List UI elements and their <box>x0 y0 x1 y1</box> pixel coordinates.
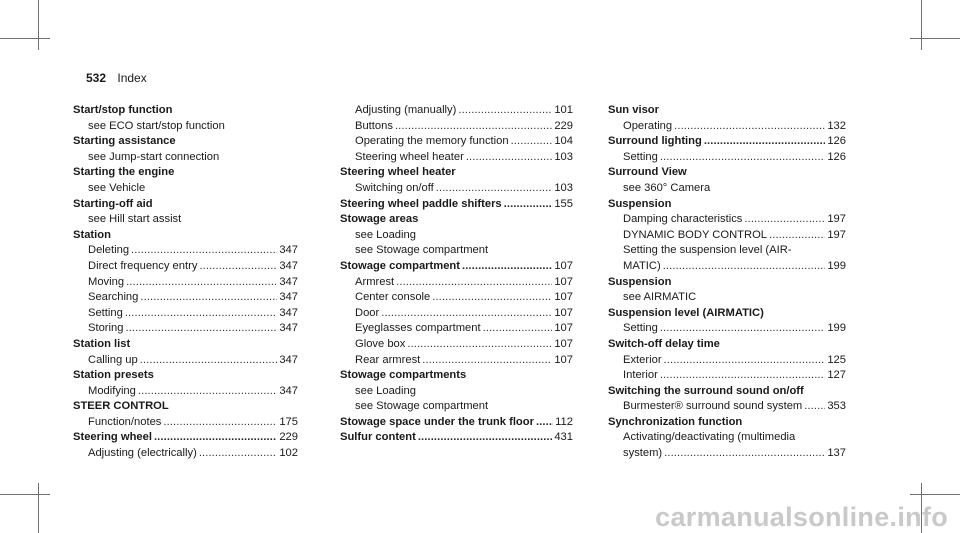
index-subentry-text: Interior <box>623 369 658 382</box>
index-subentry-text: MATIC) <box>623 259 661 272</box>
leader-dots <box>664 446 825 462</box>
index-heading <box>73 399 298 415</box>
index-heading-text: Switch-off delay time <box>608 337 720 350</box>
index-subentry-text: Armrest <box>355 275 395 288</box>
crop-mark <box>0 494 50 495</box>
index-entry <box>73 228 298 337</box>
index-heading <box>73 134 298 150</box>
index-subentry <box>73 150 298 166</box>
page-reference[interactable]: 107 <box>554 259 573 272</box>
index-heading <box>73 368 298 384</box>
page-reference[interactable]: 137 <box>827 447 846 460</box>
leader-dots <box>140 353 278 369</box>
watermark: carmanualsonline.info <box>655 502 948 532</box>
page-reference[interactable]: 197 <box>827 228 846 241</box>
page-reference[interactable]: 353 <box>827 400 846 413</box>
index-entry <box>340 103 573 165</box>
index-subentry-text: Setting <box>623 322 658 335</box>
index-subentry-text: Glove box <box>355 337 406 350</box>
index-subentry-text: Setting <box>623 150 658 163</box>
index-entry <box>608 275 846 306</box>
index-subentry-text: Direct frequency entry <box>88 259 198 272</box>
leader-dots <box>125 321 277 337</box>
page-reference[interactable]: 112 <box>555 415 573 428</box>
index-heading-text: Starting the engine <box>73 166 175 179</box>
index-column-1 <box>73 103 298 462</box>
index-heading-text: Steering wheel <box>73 431 152 444</box>
index-subentry <box>73 212 298 228</box>
index-entry <box>73 197 298 228</box>
page-number: 532 <box>86 71 107 85</box>
index-heading <box>608 415 846 431</box>
index-subentry <box>340 290 573 306</box>
page-header <box>86 71 147 85</box>
page-reference[interactable]: 347 <box>279 291 298 304</box>
leader-dots <box>125 306 277 322</box>
leader-dots <box>663 259 826 275</box>
index-subentry-text: Activating/deactivating (multimedia <box>623 431 796 444</box>
crop-mark <box>910 38 960 39</box>
index-entry <box>73 368 298 399</box>
index-heading <box>340 368 573 384</box>
index-heading <box>73 197 298 213</box>
index-subentry <box>340 353 573 369</box>
leader-dots <box>536 415 553 431</box>
index-subentry-text: Moving <box>88 275 125 288</box>
index-entry <box>340 415 573 431</box>
page-reference[interactable]: 107 <box>554 353 573 366</box>
index-heading-text: Suspension level (AIRMATIC) <box>608 306 764 319</box>
index-entry <box>608 415 846 462</box>
index-subentry <box>608 150 846 166</box>
leader-dots <box>199 446 278 462</box>
crop-mark <box>921 0 922 50</box>
index-heading <box>608 306 846 322</box>
index-entry <box>73 430 298 461</box>
index-entry <box>340 212 573 259</box>
leader-dots <box>660 321 825 337</box>
page-reference[interactable]: 347 <box>279 384 298 397</box>
leader-dots <box>163 415 277 431</box>
index-subentry-text: Deleting <box>88 244 130 257</box>
index-entry <box>340 197 573 213</box>
page-reference[interactable]: 347 <box>279 353 298 366</box>
leader-dots <box>660 150 825 166</box>
index-subentry <box>340 337 573 353</box>
index-subentry <box>340 228 573 244</box>
crop-mark <box>0 38 50 39</box>
index-heading <box>608 165 846 181</box>
leader-dots <box>511 134 553 150</box>
index-heading <box>340 415 573 431</box>
index-heading <box>340 197 573 213</box>
index-heading-text: Stowage compartments <box>340 369 467 382</box>
leader-dots <box>704 134 825 150</box>
index-heading-text: Surround lighting <box>608 135 702 148</box>
index-subentry <box>73 353 298 369</box>
index-subentry-text: Buttons <box>355 119 393 132</box>
leader-dots <box>458 103 552 119</box>
index-subentry <box>608 353 846 369</box>
index-subentry <box>340 321 573 337</box>
index-entry <box>73 103 298 134</box>
index-subentry-text: Exterior <box>623 353 662 366</box>
index-subentry <box>608 399 846 415</box>
page-reference[interactable]: 155 <box>554 197 573 210</box>
index-subentry-text: see Jump-start connection <box>88 150 220 163</box>
index-heading-text: Starting-off aid <box>73 197 153 210</box>
index-subentry-text: Operating the memory function <box>355 135 509 148</box>
index-heading <box>73 337 298 353</box>
index-heading-text: Starting assistance <box>73 135 176 148</box>
index-heading-text: Surround View <box>608 166 687 179</box>
index-subentry <box>340 306 573 322</box>
crop-mark <box>38 483 39 533</box>
index-subentry-text: Door <box>355 306 380 319</box>
index-entry <box>73 337 298 368</box>
index-subentry <box>608 321 846 337</box>
page-reference[interactable]: 107 <box>554 275 573 288</box>
index-subentry-text: see Stowage compartment <box>355 244 489 257</box>
page-reference[interactable]: 107 <box>554 306 573 319</box>
index-subentry-text: Setting the suspension level (AIR- <box>623 244 792 257</box>
leader-dots <box>418 430 553 446</box>
index-subentry <box>73 321 298 337</box>
leader-dots <box>140 290 277 306</box>
index-subentry-text: system) <box>623 447 663 460</box>
index-subentry-text: see Hill start assist <box>88 213 182 226</box>
page-reference[interactable]: 229 <box>279 431 298 444</box>
index-subentry <box>608 430 846 446</box>
index-heading-text: Sulfur content <box>340 431 416 444</box>
page-reference[interactable]: 107 <box>554 322 573 335</box>
index-subentry-text: see Loading <box>355 228 416 241</box>
leader-dots <box>466 150 552 166</box>
index-heading-text: Station list <box>73 337 131 350</box>
index-heading <box>73 165 298 181</box>
index-heading <box>340 259 573 275</box>
page-reference[interactable]: 127 <box>827 369 846 382</box>
page-reference[interactable]: 347 <box>279 306 298 319</box>
page-reference[interactable]: 347 <box>279 322 298 335</box>
index-entry <box>608 134 846 165</box>
leader-dots <box>154 430 277 446</box>
index-subentry-text: see AIRMATIC <box>623 291 697 304</box>
index-subentry-text: see Loading <box>355 384 416 397</box>
index-subentry-text: see 360° Camera <box>623 181 711 194</box>
index-subentry <box>608 259 846 275</box>
index-heading <box>608 337 846 353</box>
index-subentry-text: Calling up <box>88 353 138 366</box>
index-subentry-text: Adjusting (manually) <box>355 104 457 116</box>
index-subentry-text: Switching on/off <box>355 181 434 194</box>
page-reference[interactable]: 132 <box>827 119 846 132</box>
index-subentry-text: Center console <box>355 291 431 304</box>
index-subentry <box>608 228 846 244</box>
page-reference[interactable]: 126 <box>827 150 846 163</box>
crop-mark <box>38 0 39 50</box>
page-title: Index <box>117 71 147 85</box>
page-reference[interactable]: 347 <box>279 244 298 257</box>
page-reference[interactable]: 101 <box>554 104 573 116</box>
index-subentry <box>73 384 298 400</box>
leader-dots <box>381 306 552 322</box>
index-heading <box>73 228 298 244</box>
index-subentry <box>340 384 573 400</box>
leader-dots <box>462 259 552 275</box>
index-entry <box>608 197 846 275</box>
page-reference[interactable]: 199 <box>827 259 846 272</box>
page-reference[interactable]: 102 <box>279 447 298 460</box>
index-heading <box>608 103 846 119</box>
index-subentry <box>73 243 298 259</box>
index-heading-text: STEER CONTROL <box>73 400 169 413</box>
index-subentry-text: Adjusting (electrically) <box>88 447 197 460</box>
index-heading-text: Stowage areas <box>340 213 419 226</box>
leader-dots <box>396 275 552 291</box>
leader-dots <box>407 337 552 353</box>
leader-dots <box>674 119 825 135</box>
index-subentry-text: Burmester® surround sound system <box>623 400 803 413</box>
index-heading <box>608 134 846 150</box>
index-subentry-text: Setting <box>88 306 123 319</box>
page-reference[interactable]: 175 <box>279 415 298 428</box>
index-heading-text: Station <box>73 228 111 241</box>
index-entry <box>73 165 298 196</box>
leader-dots <box>483 321 553 337</box>
index-subentry <box>73 119 298 135</box>
index-subentry <box>340 243 573 259</box>
index-subentry-text: see Stowage compartment <box>355 400 489 413</box>
page-reference[interactable]: 103 <box>554 181 573 194</box>
page-reference[interactable]: 103 <box>554 150 573 163</box>
leader-dots <box>664 353 826 369</box>
index-subentry-text: Operating <box>623 119 673 132</box>
index-subentry <box>340 103 573 119</box>
index-entry <box>608 306 846 337</box>
page-reference[interactable]: 107 <box>554 337 573 350</box>
index-subentry-text: see Vehicle <box>88 181 146 194</box>
leader-dots <box>131 243 277 259</box>
index-heading-text: Steering wheel paddle shifters <box>340 197 502 210</box>
index-heading-text: Stowage compartment <box>340 259 460 272</box>
index-subentry-text: Steering wheel heater <box>355 150 464 163</box>
page-reference[interactable]: 229 <box>554 119 573 132</box>
index-entry <box>608 337 846 384</box>
page-reference[interactable]: 107 <box>554 291 573 304</box>
index-heading-text: Station presets <box>73 369 154 382</box>
index-subentry <box>340 399 573 415</box>
crop-mark <box>910 494 960 495</box>
index-subentry <box>73 306 298 322</box>
index-heading <box>73 103 298 119</box>
index-heading <box>73 430 298 446</box>
index-subentry-text: Searching <box>88 291 139 304</box>
index-entry <box>340 430 573 446</box>
index-subentry <box>73 259 298 275</box>
page-reference[interactable]: 197 <box>827 213 846 226</box>
index-subentry-text: Storing <box>88 322 124 335</box>
index-subentry <box>340 181 573 197</box>
leader-dots <box>199 259 277 275</box>
index-subentry <box>340 134 573 150</box>
page-reference[interactable]: 431 <box>554 431 573 444</box>
index-entry <box>608 103 846 134</box>
index-subentry-text: Damping characteristics <box>623 213 743 226</box>
index-heading-text: Suspension <box>608 197 672 210</box>
index-subentry <box>608 290 846 306</box>
page-reference[interactable]: 104 <box>554 135 573 148</box>
index-subentry <box>340 275 573 291</box>
index-entry <box>340 259 573 368</box>
index-entry <box>608 384 846 415</box>
index-heading <box>340 165 573 181</box>
leader-dots <box>660 368 826 384</box>
index-heading-text: Synchronization function <box>608 415 743 428</box>
index-entry <box>340 165 573 196</box>
leader-dots <box>422 353 552 369</box>
leader-dots <box>804 399 825 415</box>
index-entry <box>73 134 298 165</box>
index-subentry <box>73 415 298 431</box>
index-subentry <box>73 446 298 462</box>
index-subentry-text: Rear armrest <box>355 353 421 366</box>
index-entry <box>608 165 846 196</box>
leader-dots <box>504 197 553 213</box>
leader-dots <box>436 181 553 197</box>
page-reference[interactable]: 126 <box>827 135 846 148</box>
index-heading-text: Suspension <box>608 275 672 288</box>
index-column-2 <box>340 103 573 446</box>
index-column-3 <box>608 103 846 462</box>
leader-dots <box>126 275 277 291</box>
index-heading <box>608 197 846 213</box>
page-reference[interactable]: 125 <box>827 353 846 366</box>
index-heading-text: Sun visor <box>608 104 659 116</box>
index-subentry-text: DYNAMIC BODY CONTROL <box>623 228 768 241</box>
leader-dots <box>769 228 825 244</box>
index-entry <box>340 368 573 415</box>
index-heading <box>608 384 846 400</box>
index-subentry <box>608 446 846 462</box>
index-heading-text: Stowage space under the trunk floor <box>340 415 534 428</box>
index-subentry <box>608 243 846 259</box>
index-subentry <box>73 275 298 291</box>
index-subentry <box>608 181 846 197</box>
leader-dots <box>138 384 277 400</box>
page-reference[interactable]: 347 <box>279 275 298 288</box>
index-subentry <box>73 290 298 306</box>
index-heading <box>608 275 846 291</box>
page-reference[interactable]: 347 <box>279 259 298 272</box>
leader-dots <box>395 119 552 135</box>
index-subentry <box>608 119 846 135</box>
index-subentry-text: Modifying <box>88 384 136 397</box>
index-heading-text: Steering wheel heater <box>340 166 456 179</box>
index-subentry <box>73 181 298 197</box>
index-subentry <box>608 212 846 228</box>
index-heading <box>340 430 573 446</box>
index-subentry <box>340 119 573 135</box>
index-subentry-text: Function/notes <box>88 415 162 428</box>
leader-dots <box>432 290 552 306</box>
index-subentry <box>340 150 573 166</box>
index-subentry <box>608 368 846 384</box>
index-heading-text: Switching the surround sound on/off <box>608 384 804 397</box>
leader-dots <box>744 212 825 228</box>
page-reference[interactable]: 199 <box>827 322 846 335</box>
index-subentry-text: see ECO start/stop function <box>88 119 225 132</box>
index-entry <box>73 399 298 430</box>
index-subentry-text: Eyeglasses compartment <box>355 322 481 335</box>
index-heading <box>340 212 573 228</box>
index-heading-text: Start/stop function <box>73 104 173 116</box>
